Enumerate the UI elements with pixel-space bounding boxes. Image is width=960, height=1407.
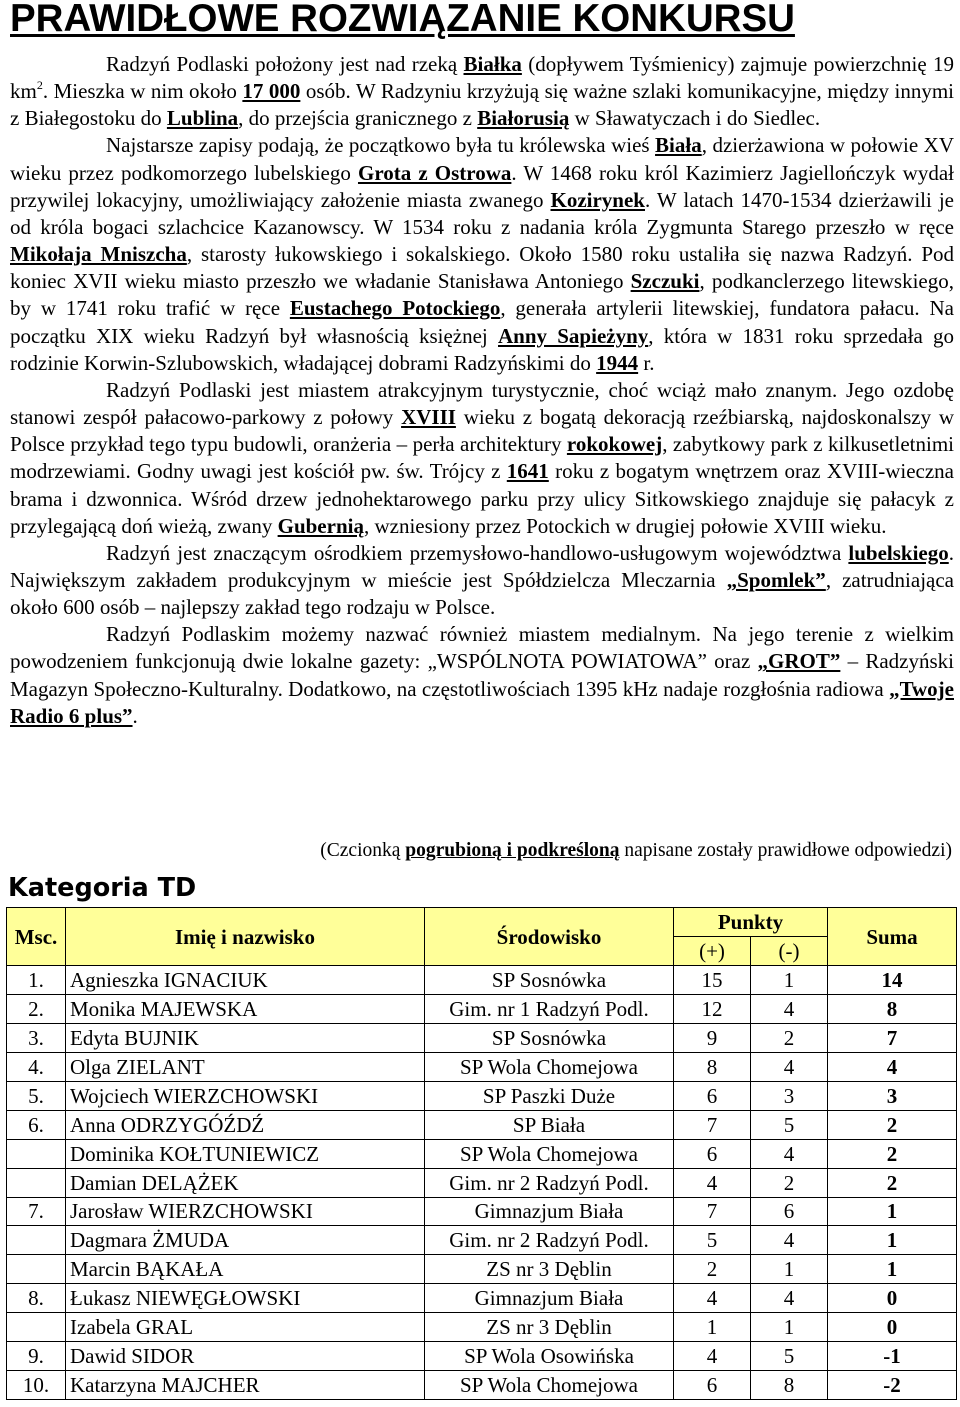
cell-school: SP Wola Osowińska [425,1342,674,1371]
superscript: 2 [36,78,43,93]
cell-place: 7. [7,1197,66,1226]
cell-sum: -2 [828,1371,957,1400]
cell-name: Dawid SIDOR [66,1342,425,1371]
header-minus: (-) [751,937,828,966]
cell-place: 6. [7,1110,66,1139]
header-place: Msc. [7,908,66,966]
answer-highlight: Białorusią [477,106,570,131]
cell-plus: 12 [674,994,751,1023]
answer-highlight: „Twoje Radio 6 plus” [10,676,954,728]
cell-minus: 5 [751,1110,828,1139]
cell-place: 4. [7,1052,66,1081]
cell-name: Katarzyna MAJCHER [66,1371,425,1400]
cell-place: 5. [7,1081,66,1110]
cell-sum: 2 [828,1139,957,1168]
answer-note [192,839,952,863]
cell-name: Olga ZIELANT [66,1052,425,1081]
cell-plus: 7 [674,1197,751,1226]
cell-place [7,1313,66,1342]
cell-name: Anna ODRZYGÓŹDŹ [66,1110,425,1139]
cell-sum: 1 [828,1255,957,1284]
cell-plus: 2 [674,1255,751,1284]
text-run: . [132,703,138,728]
answer-highlight: XVIII [401,405,456,430]
cell-school: SP Wola Chomejowa [425,1052,674,1081]
table-row [7,1371,957,1400]
cell-plus: 8 [674,1052,751,1081]
cell-minus: 6 [751,1197,828,1226]
cell-sum: 2 [828,1168,957,1197]
cell-school: SP Paszki Duże [425,1081,674,1110]
cell-plus: 5 [674,1226,751,1255]
text-run: Radzyń jest znaczącym ośrodkiem przemysłowo-handlowo-usługowym województwa [106,540,849,565]
text-run: wieku z bogatą dekoracją rzeźbiarską, najdoskonalszy w Polsce przykład tego typu budowli, oranżeria – perła architektury [10,405,954,457]
paragraph [10,132,954,376]
cell-minus: 2 [751,1023,828,1052]
text-run: Najstarsze zapisy podają, że początkowo była tu królewska wieś [106,133,656,158]
cell-school: Gim. nr 2 Radzyń Podl. [425,1168,674,1197]
cell-sum: -1 [828,1342,957,1371]
cell-minus: 3 [751,1081,828,1110]
table-row [7,1284,957,1313]
cell-plus: 9 [674,1023,751,1052]
table-row [7,1168,957,1197]
header-plus: (+) [674,937,751,966]
cell-school: SP Biała [425,1110,674,1139]
cell-minus: 8 [751,1371,828,1400]
paragraph [10,51,954,132]
header-sum: Suma [828,908,957,966]
cell-school: SP Wola Chomejowa [425,1371,674,1400]
text-run: , generała artylerii litewskiej, fundatora pałacu. Na początku XIX wieku Radzyń był własnością księżnej [10,296,954,348]
cell-minus: 4 [751,994,828,1023]
answer-highlight: Lublina [166,106,239,131]
table-row [7,1052,957,1081]
cell-minus: 4 [751,1226,828,1255]
cell-place [7,1255,66,1284]
table-row [7,1313,957,1342]
cell-name: Izabela GRAL [66,1313,425,1342]
note-emphasis: pogrubioną i podkreśloną [405,840,620,861]
text-run: . W 1468 roku król Kazimierz Jagiellończyk wydał przywilej lokacyjny, umożliwiający założenie miasta zwanego [10,160,954,212]
text-run: Radzyń Podlaski jest miastem atrakcyjnym turystycznie, choć wciąż mało znanym. Jego ozdobę stanowi zespół pałacowo-parkowy z połowy [10,377,954,430]
cell-school: Gim. nr 2 Radzyń Podl. [425,1226,674,1255]
table-row [7,1081,957,1110]
cell-minus: 1 [751,1313,828,1342]
header-name: Imię i nazwisko [66,908,425,966]
cell-name: Agnieszka IGNACIUK [66,966,425,995]
header-points: Punkty [674,908,828,937]
cell-name: Łukasz NIEWĘGŁOWSKI [66,1284,425,1313]
answer-highlight: Gubernią [277,513,364,538]
table-row [7,1226,957,1255]
cell-minus: 4 [751,1139,828,1168]
note-before: (Czcionką [320,840,406,861]
results-table [6,907,957,1400]
answer-highlight: Białka [463,52,522,76]
cell-sum: 4 [828,1052,957,1081]
cell-plus: 4 [674,1168,751,1197]
table-row [7,1139,957,1168]
answer-highlight: rokokowej [566,432,663,457]
table-row [7,1342,957,1371]
cell-school: ZS nr 3 Dęblin [425,1255,674,1284]
text-run: (dopływem Tyśmienicy) zajmuje powierzchnię 19 km [10,52,954,104]
cell-place: 1. [7,966,66,995]
cell-place [7,1226,66,1255]
text-run: . Mieszka w nim około [42,79,243,104]
cell-place: 2. [7,994,66,1023]
article-body [10,51,954,730]
answer-highlight: „GROT” [757,649,841,674]
cell-school: SP Wola Chomejowa [425,1139,674,1168]
text-run: r. [638,350,655,375]
cell-school: Gimnazjum Biała [425,1284,674,1313]
cell-minus: 4 [751,1284,828,1313]
text-run: , zatrudniająca około 600 osób – najlepszy zakład tego rodzaju w Polsce. [10,567,954,620]
cell-minus: 4 [751,1052,828,1081]
paragraph [10,621,954,730]
cell-name: Jarosław WIERZCHOWSKI [66,1197,425,1226]
cell-place: 8. [7,1284,66,1313]
cell-name: Damian DELĄŻEK [66,1168,425,1197]
cell-plus: 1 [674,1313,751,1342]
text-run: , dzierżawiona w połowie XV wieku przez podkomorzego lubelskiego [10,133,954,185]
text-run: , do przejścia granicznego z [238,106,478,131]
cell-plus: 4 [674,1284,751,1313]
cell-sum: 2 [828,1110,957,1139]
cell-name: Marcin BĄKAŁA [66,1255,425,1284]
paragraph [10,377,954,540]
answer-highlight: Eustachego Potockiego [289,296,501,321]
text-run: w Sławatyczach i do Siedlec. [569,106,821,131]
cell-place [7,1139,66,1168]
text-run: osób. W Radzyniu krzyżują się ważne szlaki komunikacyjne, między innymi z Białegostoku do [10,79,955,131]
cell-place: 9. [7,1342,66,1371]
cell-sum: 8 [828,994,957,1023]
cell-name: Edyta BUJNIK [66,1023,425,1052]
cell-sum: 7 [828,1023,957,1052]
answer-highlight: Anny Sapieżyny [498,323,649,348]
text-run: . W latach 1470-1534 dzierżawili je od króla bogaci szlachcice Kazanowscy. W 1534 roku z nadania króla Zygmunta Starego przeszło w ręce [10,187,954,239]
cell-sum: 0 [828,1313,957,1342]
paragraph [10,540,954,621]
answer-highlight: Biała [655,133,702,158]
text-run: Radzyń Podlaski położony jest nad rzeką [106,52,464,76]
cell-plus: 6 [674,1081,751,1110]
cell-sum: 14 [828,966,957,995]
answer-highlight: 17 000 [242,79,301,104]
cell-name: Dagmara ŻMUDA [66,1226,425,1255]
answer-highlight: „Spomlek” [726,567,826,592]
cell-school: SP Sosnówka [425,966,674,995]
text-run: , podkanclerzego litewskiego, by w 1741 roku trafić w ręce [10,269,955,321]
cell-sum: 1 [828,1197,957,1226]
cell-plus: 15 [674,966,751,995]
text-run: , starosty łukowskiego i sokalskiego. Około 1580 roku ustaliła się nazwa Radzyń. Pod koniec XVII wieku miasto przeszło we władanie Stanisława Antoniego [10,242,954,294]
cell-school: Gimnazjum Biała [425,1197,674,1226]
cell-school: Gim. nr 1 Radzyń Podl. [425,994,674,1023]
cell-minus: 5 [751,1342,828,1371]
answer-highlight: Grota z Ostrowa [357,160,512,185]
cell-plus: 7 [674,1110,751,1139]
answer-highlight: 1641 [506,459,549,484]
table-row [7,1255,957,1284]
answer-highlight: Szczuki [630,269,700,294]
answer-highlight: Mikołaja Mniszcha [10,242,187,267]
cell-plus: 6 [674,1139,751,1168]
cell-sum: 1 [828,1226,957,1255]
text-run: , zabytkowy park z kilkusetletnimi modrzewiami. Godny uwagi jest kościół pw. św. Trójcy z [10,432,954,484]
table-row [7,1197,957,1226]
text-run: , która w 1831 roku sprzedała go rodzinie Korwin-Szlubowskich, władającej dobrami Radzyńskimi do [10,323,955,375]
document-title: PRAWIDŁOWE ROZWIĄZANIE KONKURSU [10,0,795,40]
cell-sum: 0 [828,1284,957,1313]
cell-plus: 4 [674,1342,751,1371]
text-run: Radzyń Podlaskim możemy nazwać również miastem medialnym. Na jego terenie z wielkim powodzeniem funkcjonują dwie lokalne gazety: „WSPÓLNOTA POWIATOWA” oraz [10,622,954,674]
cell-minus: 1 [751,1255,828,1284]
cell-minus: 2 [751,1168,828,1197]
cell-minus: 1 [751,966,828,995]
note-after: napisane zostały prawidłowe odpowiedzi) [619,840,952,861]
table-row [7,1023,957,1052]
table-row [7,994,957,1023]
answer-highlight: Kozirynek [550,187,645,212]
cell-name: Wojciech WIERZCHOWSKI [66,1081,425,1110]
cell-plus: 6 [674,1371,751,1400]
table-row [7,1110,957,1139]
cell-place: 10. [7,1371,66,1400]
text-run: – Radzyński Magazyn Społeczno-Kulturalny. Dodatkowo, na częstotliwościach 1395 kHz nadaje rozgłośnia radiowa [10,649,954,701]
category-heading: Kategoria TD [8,873,197,903]
cell-school: ZS nr 3 Dęblin [425,1313,674,1342]
cell-sum: 3 [828,1081,957,1110]
text-run: roku z bogatym wnętrzem oraz XVIII-wieczna brama i dzwonnica. Wśród drzew jednohektarowego parku przy ulicy Sitkowskiego znajduje się pałacyk z przylegającą doń wieżą, zwany [10,459,954,538]
cell-place: 3. [7,1023,66,1052]
cell-name: Dominika KOŁTUNIEWICZ [66,1139,425,1168]
cell-name: Monika MAJEWSKA [66,994,425,1023]
header-school: Środowisko [425,908,674,966]
table-header-row [7,908,957,937]
cell-school: SP Sosnówka [425,1023,674,1052]
answer-highlight: 1944 [596,350,639,375]
cell-place [7,1168,66,1197]
text-run: . Największym zakładem produkcyjnym w mieście jest Spółdzielcza Mleczarnia [10,540,954,592]
text-run: , wzniesiony przez Potockich w drugiej połowie XVIII wieku. [363,513,887,538]
table-row [7,966,957,995]
answer-highlight: lubelskiego [848,540,949,565]
results-body [7,966,957,1400]
